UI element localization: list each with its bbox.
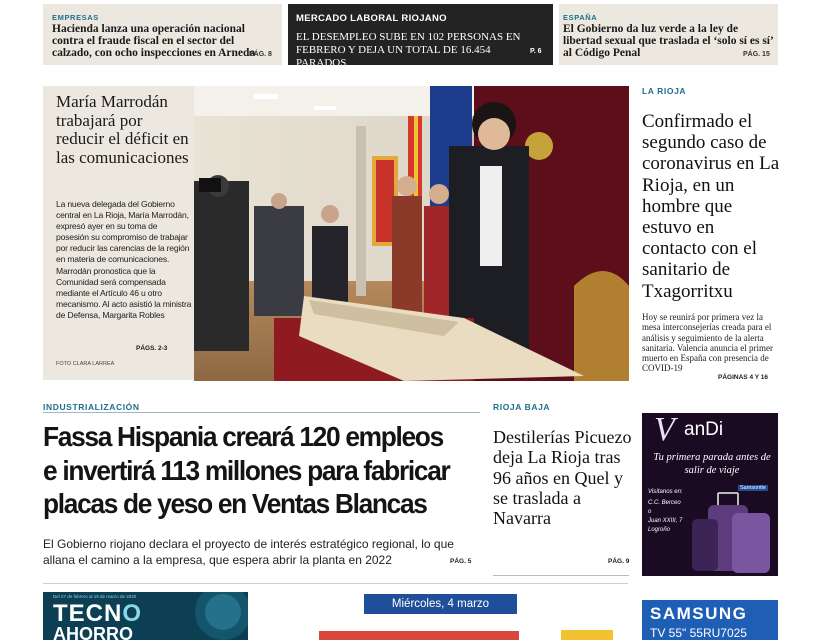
riojabaja-kicker: RIOJA BAJA (493, 402, 551, 412)
samsung-logo: SAMSUNG (650, 604, 748, 623)
lead-body: Hoy se reunirá por primera vez la mesa interconsejerías creada para el análisis y seguimiento de la alerta sanitaria. Valencia anuncia el primer muerto en España con presencia de COVID-19 (642, 312, 774, 374)
suitcase-illustration (688, 485, 778, 576)
tecno-dates: Del 27 de febrero al 19 de marzo de 2020 (53, 594, 137, 599)
vandi-tagline: Tu primera parada antes de salir de viaje (653, 452, 771, 476)
date-bar: Miércoles, 4 marzo (364, 594, 517, 614)
samsung-ad[interactable] (642, 600, 778, 640)
riojabaja-page: PÁG. 9 (608, 558, 630, 565)
industry-page: PÁG. 5 (450, 558, 472, 565)
industry-body: El Gobierno riojano declara el proyecto de interés estratégico regional, lo que allana el camino a la empresa, que espera abrir la planta en 2022 (43, 537, 454, 567)
riojabaja-rule (493, 575, 629, 576)
bottom-center-strip (319, 631, 519, 640)
lead-kicker: LA RIOJA (642, 86, 687, 96)
feature-title[interactable]: María Marrodán trabajará por reducir el déficit en las comunicaciones (56, 92, 189, 167)
top-left-page: PÁG. 8 (249, 51, 272, 58)
top-center-box[interactable] (288, 4, 553, 69)
top-left-box[interactable] (43, 4, 282, 65)
industry-title[interactable]: Fassa Hispania creará 120 empleos e invertirá 113 millones para fabricar placas de yeso en Ventas Blancas (43, 421, 450, 519)
lead-page-label: PÁGINAS (718, 374, 748, 381)
top-center-kicker: MERCADO LABORAL RIOJANO (296, 13, 447, 24)
tecno-line1-o: O (122, 600, 143, 627)
top-right-kicker: ESPAÑA (563, 13, 598, 22)
top-center-page: P. 6 (530, 48, 542, 55)
vandi-address (648, 499, 682, 535)
industry-rule (43, 412, 480, 413)
separator-left (43, 583, 628, 584)
vandi-addr2: Juan XXIII, 7 (648, 518, 683, 524)
feature-page: PÁGS. 2-3 (136, 345, 168, 352)
feature-body: La nueva delegada del Gobierno central en La Rioja, María Marrodán, expresó ayer en su toma de posesión su compromiso de trabajar por reducir las carencias de la región en materia de comunicaciones. Marrodán pronostica que la Comunidad será compensada mediante el Artículo 46 u otro mecanismo. Al acto asistió la ministra de Defensa, Margarita Robles (56, 199, 192, 320)
top-left-title[interactable]: Hacienda lanza una operación nacional contra el fraude fiscal en el sector del calzado, con ocho inspecciones en Arnedo (52, 23, 256, 59)
feature-photo[interactable] (194, 86, 629, 381)
top-right-title[interactable]: El Gobierno da luz verde a la ley de libertad sexual que traslada el ‘solo sí es sí’ al Código Penal (563, 23, 773, 59)
tecno-line2: AHORRO (53, 624, 133, 640)
feature-text-box[interactable] (43, 86, 194, 380)
riojabaja-title[interactable]: Destilerías Picuezo deja La Rioja tras 96 años en Quel y se traslada a Navarra (493, 427, 632, 529)
bottom-yellow-tab (561, 630, 613, 640)
top-left-kicker: EMPRESAS (52, 13, 99, 22)
lead-title[interactable]: Confirmado el segundo caso de coronavirus en La Rioja, en un hombre que estuvo en contacto con el sanitario de Txagorritxu (642, 111, 780, 302)
vandi-city: Logroño (648, 527, 671, 533)
vandi-visit: Visítanos en: (648, 489, 683, 495)
vandi-or: o (648, 509, 652, 515)
top-right-page: PÁG. 15 (743, 51, 770, 58)
vandi-logo (648, 413, 772, 448)
ceremony-photo-illustration (194, 86, 629, 381)
tecno-line1-text: TECN (53, 600, 123, 627)
vandi-addr1: C.C. Berceo (648, 500, 681, 506)
tecnoahorro-ad[interactable] (43, 592, 248, 640)
lead-page (718, 374, 768, 381)
lead-page-number: 4 Y 16 (749, 374, 768, 381)
vandi-ad[interactable] (642, 413, 778, 576)
top-center-title[interactable]: EL DESEMPLEO SUBE EN 102 PERSONAS EN FEBRERO Y DEJA UN TOTAL DE 16.454 PARADOS (296, 31, 521, 69)
photo-credit: FOTO CLARA LARREA (56, 361, 115, 367)
vandi-logo-text: anDi (684, 419, 724, 440)
circuit-graphic (163, 592, 248, 640)
vandi-logo-v: V (654, 413, 675, 448)
industry-kicker: INDUSTRIALIZACIÓN (43, 402, 140, 412)
top-right-box[interactable] (559, 4, 778, 65)
samsonite-badge: Samsonite (740, 485, 766, 491)
samsung-subtitle: TV 55" 55RU7025 (650, 626, 747, 640)
